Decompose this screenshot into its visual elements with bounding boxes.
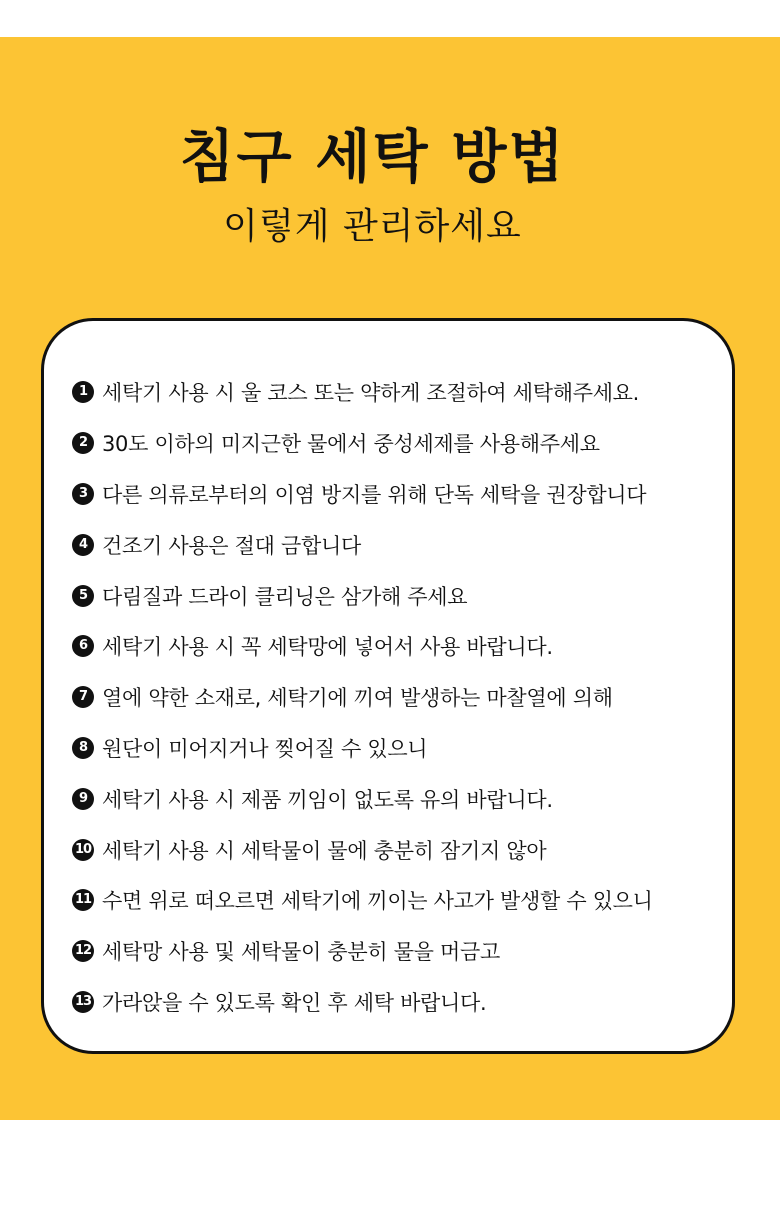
instruction-item-10 <box>72 824 722 875</box>
instruction-item-9 <box>72 773 722 824</box>
number-badge-icon: 4 <box>72 534 94 556</box>
page-title: 침구 세탁 방법 <box>179 124 566 190</box>
instruction-text: 세탁기 사용 시 제품 끼임이 없도록 유의 바랍니다. <box>102 787 553 812</box>
instruction-text: 30도 이하의 미지근한 물에서 중성세제를 사용해주세요 <box>102 432 600 457</box>
number-badge-icon: 8 <box>72 737 94 759</box>
instruction-text: 열에 약한 소재로, 세탁기에 끼여 발생하는 마찰열에 의해 <box>102 686 613 711</box>
instruction-text: 세탁기 사용 시 꼭 세탁망에 넣어서 사용 바랍니다. <box>102 635 553 660</box>
number-badge-icon: 9 <box>72 788 94 810</box>
instruction-item-8 <box>72 723 722 774</box>
number-badge-icon: 6 <box>72 635 94 657</box>
instruction-item-7 <box>72 672 722 723</box>
bottom-white-band <box>0 1120 780 1209</box>
instruction-item-13 <box>72 977 722 1028</box>
number-badge-icon: 3 <box>72 483 94 505</box>
instruction-text: 세탁기 사용 시 울 코스 또는 약하게 조절하여 세탁해주세요. <box>102 381 640 406</box>
number-badge-icon: 5 <box>72 585 94 607</box>
number-badge-icon: 7 <box>72 686 94 708</box>
instruction-item-5 <box>72 570 722 621</box>
instructions-list <box>72 367 722 1027</box>
instruction-text: 다른 의류로부터의 이염 방지를 위해 단독 세탁을 권장합니다 <box>102 482 647 507</box>
number-badge-icon: 12 <box>72 940 94 962</box>
instruction-text: 원단이 미어지거나 찢어질 수 있으니 <box>102 736 428 761</box>
instruction-item-1 <box>72 367 722 418</box>
instruction-item-11 <box>72 875 722 926</box>
instruction-item-4 <box>72 519 722 570</box>
instruction-item-6 <box>72 621 722 672</box>
page-subtitle: 이렇게 관리하세요 <box>223 206 522 247</box>
instruction-text: 수면 위로 떠오르면 세탁기에 끼이는 사고가 발생할 수 있으니 <box>102 889 653 914</box>
instruction-item-3 <box>72 469 722 520</box>
instruction-text: 세탁기 사용 시 세탁물이 물에 충분히 잠기지 않아 <box>102 838 547 863</box>
number-badge-icon: 1 <box>72 381 94 403</box>
instruction-item-2 <box>72 418 722 469</box>
number-badge-icon: 10 <box>72 839 94 861</box>
number-badge-icon: 2 <box>72 432 94 454</box>
number-badge-icon: 13 <box>72 991 94 1013</box>
instruction-text: 다림질과 드라이 클리닝은 삼가해 주세요 <box>102 584 468 609</box>
number-badge-icon: 11 <box>72 889 94 911</box>
instruction-item-12 <box>72 926 722 977</box>
instruction-text: 건조기 사용은 절대 금합니다 <box>102 533 361 558</box>
instruction-text: 세탁망 사용 및 세탁물이 충분히 물을 머금고 <box>102 940 500 965</box>
instruction-text: 가라앉을 수 있도록 확인 후 세탁 바랍니다. <box>102 990 487 1015</box>
top-white-band <box>0 0 780 37</box>
instructions-card <box>41 318 735 1054</box>
